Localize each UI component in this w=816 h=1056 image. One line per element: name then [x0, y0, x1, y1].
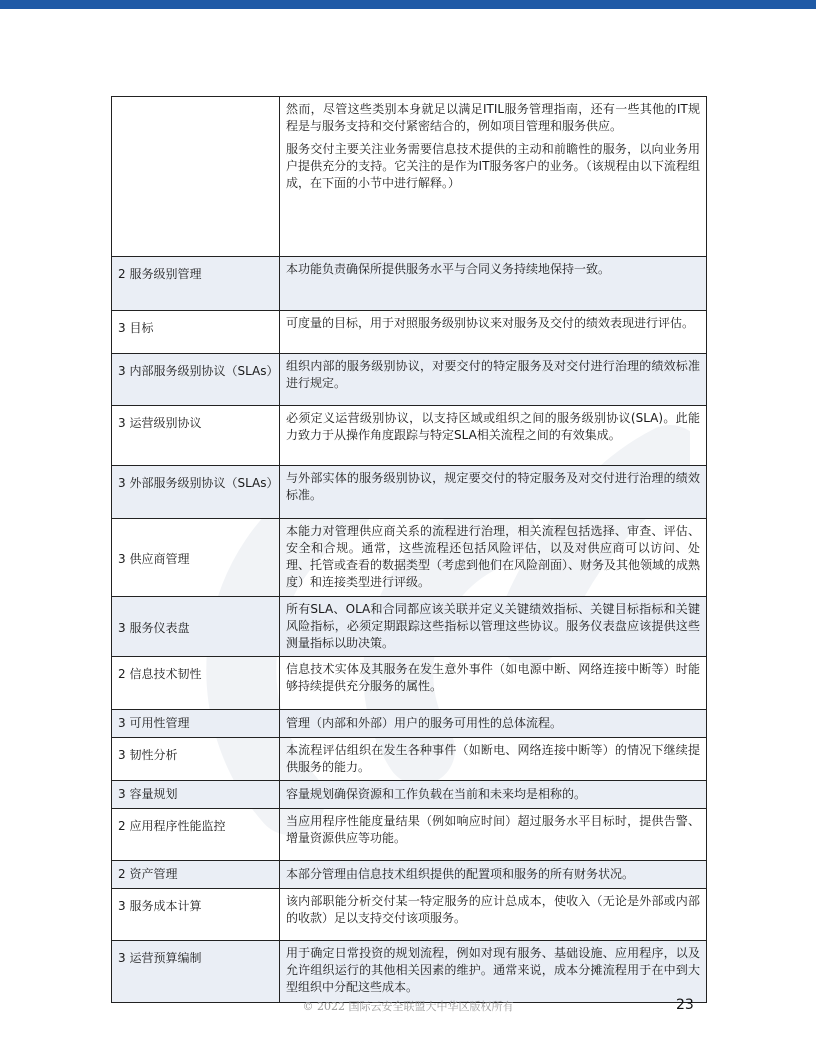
row-description: 本部分管理由信息技术组织提供的配置项和服务的所有财务状况。	[286, 867, 635, 881]
row-label: 3 可用性管理	[118, 716, 190, 730]
table-row	[112, 710, 707, 738]
intro-paragraph-2: 服务交付主要关注业务需要信息技术提供的主动和前瞻性的服务，以向业务用户提供充分的支持。它关注的是作为IT服务客户的业务。（该规程由以下流程组成，在下面的小节中进行解释。）	[286, 142, 700, 190]
row-label: 3 服务成本计算	[118, 899, 202, 913]
intro-paragraph-1: 然而，尽管这些类别本身就足以满足ITIL服务管理指南，还有一些其他的IT规程是与服务支持和交付紧密结合的，例如项目管理和服务供应。	[286, 102, 700, 133]
row-label: 3 内部服务级别协议（SLAs）	[118, 364, 279, 378]
row-description: 用于确定日常投资的规划流程，例如对现有服务、基础设施、应用程序，以及允许组织运行的其他相关因素的维护。通常来说，成本分摊流程用于在中到大型组织中分配这些成本。	[286, 946, 700, 994]
table-row	[112, 597, 707, 657]
page-number: 23	[676, 997, 694, 1013]
row-description: 本能力对管理供应商关系的流程进行治理，相关流程包括选择、审查、评估、安全和合规。通常，这些流程还包括风险评估，以及对供应商可以访问、处理、托管或查看的数据类型（考虑到他们在风险剖面）、财务及其他领域的成熟度）和连接类型进行评级。	[286, 524, 701, 589]
row-description: 必须定义运营级别协议，以支持区域或组织之间的服务级别协议(SLA)。此能力致力于从操作角度跟踪与特定SLA相关流程之间的有效集成。	[286, 411, 700, 442]
table-row	[112, 97, 707, 257]
table-row	[112, 657, 707, 710]
row-label: 2 应用程序性能监控	[118, 819, 226, 833]
table-row	[112, 354, 707, 406]
table-row	[112, 941, 707, 1003]
row-description: 当应用程序性能度量结果（例如响应时间）超过服务水平目标时，提供告警、增量资源供应等功能。	[286, 814, 700, 845]
row-label: 3 外部服务级别协议（SLAs）	[118, 476, 279, 490]
row-label: 3 运营级别协议	[118, 416, 202, 430]
row-description: 本功能负责确保所提供服务水平与合同义务持续地保持一致。	[286, 262, 611, 276]
table-row	[112, 809, 707, 861]
table-row	[112, 466, 707, 519]
row-label: 3 服务仪表盘	[118, 621, 190, 635]
table-cell-empty	[112, 97, 280, 257]
table-row	[112, 311, 707, 354]
top-accent-bar	[0, 0, 816, 9]
row-label: 3 韧性分析	[118, 748, 178, 762]
row-label: 3 目标	[118, 321, 154, 335]
table-row	[112, 861, 707, 889]
row-label: 2 信息技术韧性	[118, 667, 202, 681]
table-row	[112, 781, 707, 809]
row-label: 3 容量规划	[118, 787, 178, 801]
table-row	[112, 889, 707, 941]
row-description: 本流程评估组织在发生各种事件（如断电、网络连接中断等）的情况下继续提供服务的能力。	[286, 743, 700, 774]
table-row	[112, 406, 707, 466]
row-label: 3 运营预算编制	[118, 951, 202, 965]
footer-copyright: © 2022 国际云安全联盟大中华区版权所有	[302, 1000, 514, 1013]
row-label: 2 资产管理	[118, 867, 178, 881]
row-label: 3 供应商管理	[118, 552, 190, 566]
row-description: 可度量的目标，用于对照服务级别协议来对服务及交付的绩效表现进行评估。	[286, 316, 695, 330]
table-row	[112, 738, 707, 781]
table-cell-description	[280, 97, 707, 257]
row-label: 2 服务级别管理	[118, 267, 202, 281]
row-description: 与外部实体的服务级别协议，规定要交付的特定服务及对交付进行治理的绩效标准。	[286, 471, 700, 502]
row-description: 信息技术实体及其服务在发生意外事件（如电源中断、网络连接中断等）时能够持续提供充分服务的属性。	[286, 662, 700, 693]
service-delivery-table	[111, 96, 707, 1003]
table-row	[112, 519, 707, 597]
row-description: 所有SLA、OLA和合同都应该关联并定义关键绩效指标、关键目标指标和关键风险指标，必须定期跟踪这些指标以管理这些协议。服务仪表盘应该提供这些测量指标以助决策。	[286, 602, 700, 650]
row-description: 该内部职能分析交付某一特定服务的应计总成本，使收入（无论是外部或内部的收款）足以支持交付该项服务。	[286, 894, 700, 925]
row-description: 管理（内部和外部）用户的服务可用性的总体流程。	[286, 716, 563, 730]
row-description: 组织内部的服务级别协议，对要交付的特定服务及对交付进行治理的绩效标准进行规定。	[286, 359, 700, 390]
row-description: 容量规划确保资源和工作负载在当前和未来均是相称的。	[286, 787, 587, 801]
table-row	[112, 257, 707, 311]
